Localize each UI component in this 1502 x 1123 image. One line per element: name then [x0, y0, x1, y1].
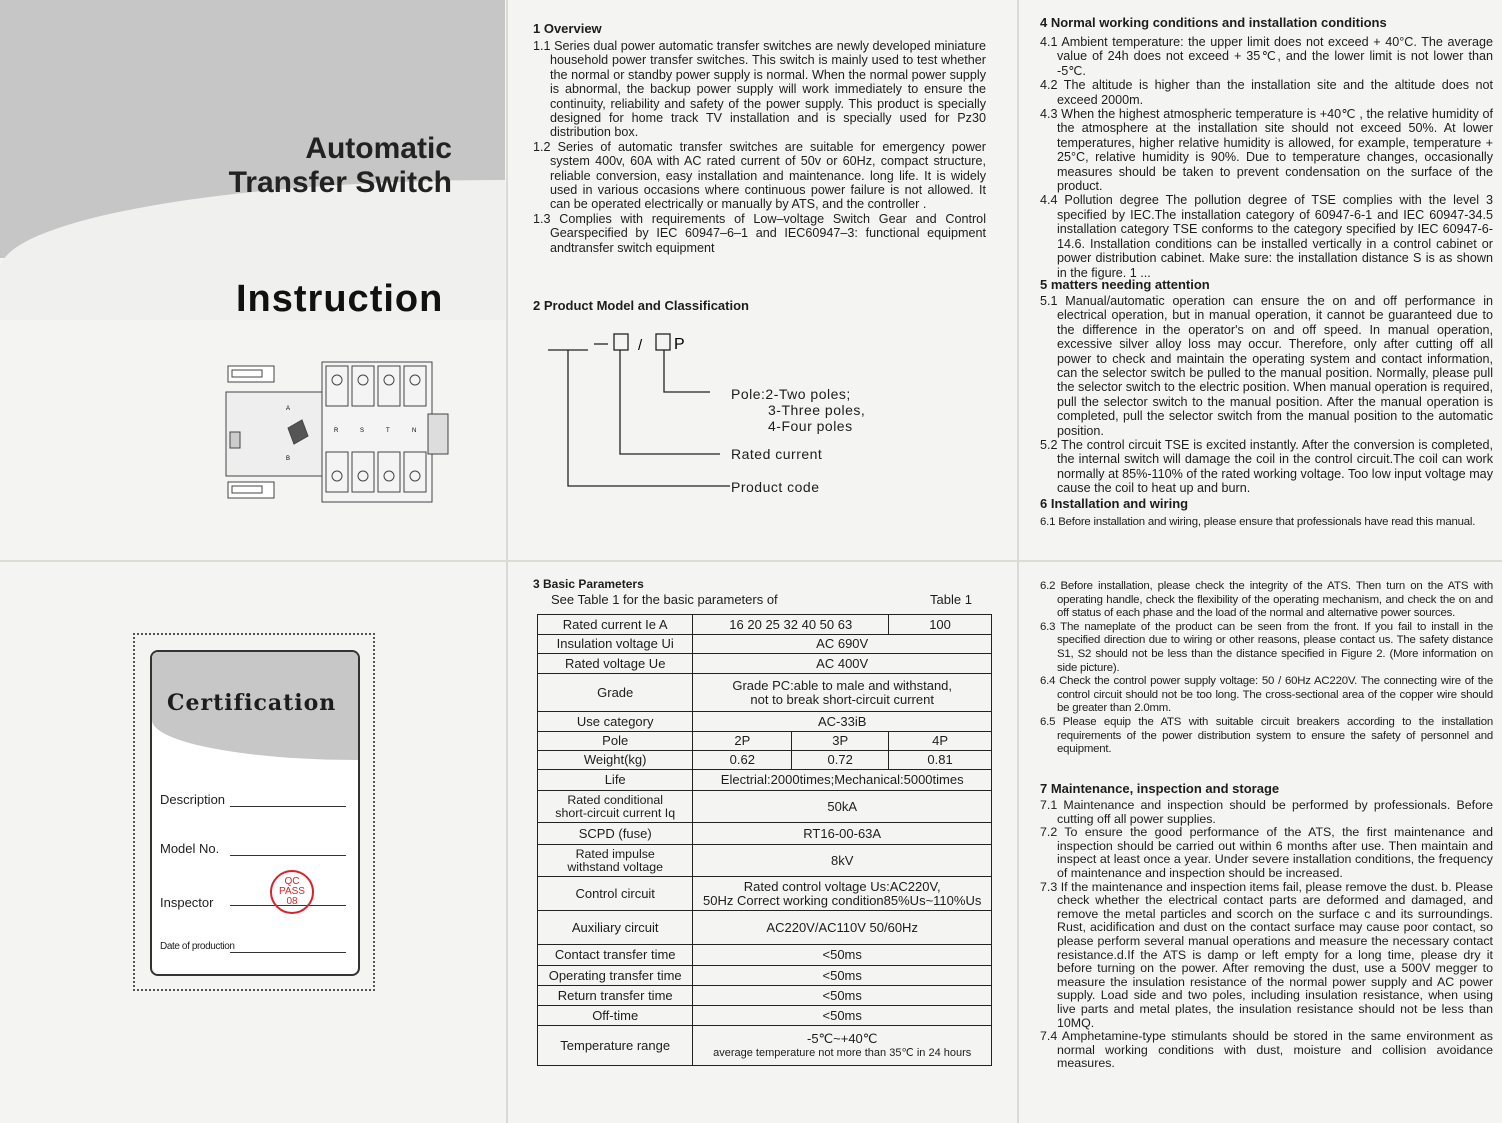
table-cell: 0.62 [693, 751, 792, 770]
table-cell: SCPD (fuse) [538, 823, 693, 845]
table-row [538, 877, 992, 911]
table-cell: AC220V/AC110V 50/60Hz [693, 911, 992, 945]
stamp-number: 08 [286, 896, 298, 907]
model-line [230, 855, 346, 856]
table-cell: RT16-00-63A [693, 823, 992, 845]
conditions-heading: 4 Normal working conditions and installation conditions [1040, 15, 1387, 30]
date-line [230, 952, 346, 953]
table-row [538, 986, 992, 1006]
table-cell: Operating transfer time [538, 966, 693, 986]
model-separator: / [638, 337, 643, 354]
impulse-line2: withstand voltage [567, 859, 664, 874]
overview-item: 1.1 Series dual power automatic transfer switches are newly developed miniature household power transfer switches. This switch is mainly used to test whether the normal or standby power supply is normal. When the normal power supply is abnormal, the backup power supply will work immediately to ensure the continuity, reliability and safety of the power supply. This product is specially designed for home track TV installation and is specially used for Pz30 distribution box. [533, 39, 986, 140]
params-intro: See Table 1 for the basic parameters of [551, 592, 778, 607]
table-cell: Weight(kg) [538, 751, 693, 770]
table-cell: Insulation voltage Ui [538, 635, 693, 654]
overview-heading: 1 Overview [533, 21, 602, 36]
temperature-note: average temperature not more than 35℃ in 24 hours [713, 1046, 972, 1059]
description-line [230, 806, 346, 807]
stamp-pass: PASS [279, 886, 305, 897]
table-row [538, 823, 992, 845]
params-heading: 3 Basic Parameters [533, 577, 644, 591]
installation-item: 6.5 Please equip the ATS with suitable circuit breakers according to the installation requirements of the power distribution system to ensure the safety of personnel and equipment. [1040, 715, 1493, 756]
conditions-item: 4.1 Ambient temperature: the upper limit does not exceed + 40°C. The average value of 24h does not exceed + 35℃, and the lower limit is not lower than -5℃. [1040, 35, 1493, 78]
grade-line2: not to break short-circuit current [750, 691, 934, 707]
table-cell: Rated current Ie A [538, 615, 693, 635]
date-label: Date of production [160, 941, 235, 952]
installation-heading: 6 Installation and wiring [1040, 496, 1189, 511]
short-circuit-line2: short-circuit current Iq [555, 805, 676, 820]
transfer-switch-illustration [222, 352, 452, 512]
stamp-qc: QC [284, 876, 300, 887]
conditions-item: 4.3 When the highest atmospheric temperature is +40℃ , the relative humidity of the atmosphere at the installation site should not exceed 50%. At lower temperatures, higher relative humidity is allowed, for example, temperature + 25°C, relative humidity is 90%. Due to temperature changes, occasionally measures should be taken to prevent condensation on the surface of the product. [1040, 107, 1493, 194]
installation-item: 6.4 Check the control power supply voltage: 50 / 60Hz AC220V. The connecting wire of the control circuit should not be too long. The cross-sectional area of the copper wire should be greater than 2.0mm. [1040, 675, 1493, 715]
installation-item: 6.3 The nameplate of the product can be seen from the front. If you fail to install in the specified direction due to wiring or other reasons, please contact us. The safety distance S1, S2 should not be less than the distance specified in Figure 2. (More information on side picture). [1040, 620, 1493, 674]
inspector-field [160, 895, 213, 910]
rated-current-label: Rated current [731, 446, 823, 462]
cover-title-line1: Automatic [305, 132, 452, 165]
phase-label-n: N [412, 428, 417, 434]
table-cell: Off-time [538, 1006, 693, 1026]
table-row [538, 791, 992, 823]
maintenance-body [1040, 799, 1493, 1071]
basic-parameters-table [537, 614, 992, 1066]
table-cell: Auxiliary circuit [538, 911, 693, 945]
overview-body [533, 39, 986, 255]
table-row [538, 751, 992, 770]
table-cell: Pole [538, 732, 693, 751]
table-row [538, 712, 992, 732]
attention-heading: 5 matters needing attention [1040, 277, 1210, 292]
table-cell [538, 791, 693, 823]
cover-title [229, 132, 452, 200]
cover-title-line2: Transfer Switch [228, 166, 452, 199]
overview-item: 1.2 Series of automatic transfer switches are suitable for emergency power system 400v, 60A with AC rated current of 50v or 60Hz, compact structure, reliable conversion, easy installation and maintenance. long life. It is widely used in various occasions where continuous power failure is not allowed. It can be operated electrically or manually by ATS, and the controller . [533, 139, 986, 212]
control-line2: 50Hz Correct working condition85%Us~110%Us [703, 892, 982, 908]
table-cell: Control circuit [538, 877, 693, 911]
table-cell [538, 845, 693, 877]
table-row [538, 732, 992, 751]
installation-item: 6.1 Before installation and wiring, please ensure that professionals have read this manual. [1040, 516, 1476, 528]
table-cell: <50ms [693, 1006, 992, 1026]
table-row [538, 1006, 992, 1026]
device-label-b: B [286, 456, 291, 462]
fold-line-horizontal [0, 560, 1502, 562]
table-cell: AC-33iB [693, 712, 992, 732]
maintenance-heading: 7 Maintenance, inspection and storage [1040, 781, 1280, 796]
installation-body-lower [1040, 580, 1493, 757]
table-row [538, 615, 992, 635]
table-cell: Temperature range [538, 1026, 693, 1066]
model-pole-suffix: P [674, 336, 685, 353]
certification-card [150, 650, 360, 976]
cover-subtitle: Instruction [236, 278, 444, 320]
table-row [538, 966, 992, 986]
table-cell: 8kV [693, 845, 992, 877]
table-cell: 4P [889, 732, 992, 751]
short-circuit-line1: Rated conditional [567, 792, 664, 807]
description-label: Description [160, 792, 226, 807]
installation-item: 6.2 Before installation, please check the integrity of the ATS. Then turn on the ATS with operating handle, check the flexibility of the operating mechanism, and check the on and off status of each phase and the load of the normal and alternative power sources. [1040, 580, 1493, 620]
table-cell: 0.81 [889, 751, 992, 770]
table-cell: Contact transfer time [538, 945, 693, 966]
maintenance-item: 7.1 Maintenance and inspection should be performed by professionals. Before cutting off all power supplies. [1040, 798, 1493, 826]
table-cell: 16 20 25 32 40 50 63 [693, 615, 889, 635]
table-cell: Life [538, 770, 693, 791]
overview-item: 1.3 Complies with requirements of Low–voltage Switch Gear and Control Gearspecified by IEC 60947–6–1 and IEC60947–3: functional equipment andtransfer switch equipment [533, 211, 986, 255]
table-row [538, 674, 992, 712]
table-cell: Return transfer time [538, 986, 693, 1006]
table-cell: Rated voltage Ue [538, 654, 693, 674]
pole-three: 3-Three poles, [768, 402, 866, 418]
control-line1: Rated control voltage Us:AC220V, [743, 878, 941, 894]
table-row [538, 945, 992, 966]
table-row [538, 770, 992, 791]
impulse-line1: Rated impulse [575, 846, 655, 861]
table-cell: AC 400V [693, 654, 992, 674]
maintenance-item: 7.3 If the maintenance and inspection items fail, please remove the dust. b. Please check whether the electrical contact parts are deformed and damaged, and remove the metal particles and scorch on the surface c and its surroundings. Rust, acidification and dust on the contact surface may cause poor contact, so please perform several manual operations and measure the necessary contact resistance.d.If the ATS is damp or left empty for a long time, please dry it before turning on the power. After removing the dust, use a 500V megger to measure the insulation resistance of the normal power supply and AC power supply. Load side and two poles, including insulation resistance, when using live parts and metal plates, the insulation resistance should not be less than 10MQ. [1040, 879, 1493, 1030]
table-label: Table 1 [930, 592, 972, 607]
table-cell: 0.72 [792, 751, 889, 770]
qc-pass-stamp [270, 870, 314, 914]
phase-label-r: R [334, 428, 339, 434]
table-cell: Electrial:2000times;Mechanical:5000times [693, 770, 992, 791]
model-label: Model No. [160, 841, 220, 856]
table-row [538, 654, 992, 674]
model-field [160, 841, 219, 856]
table-cell [693, 674, 992, 712]
pole-label: Pole:2-Two poles; [731, 386, 851, 402]
phase-label-t: T [386, 428, 390, 434]
installation-body-upper [1040, 516, 1493, 530]
table-cell: <50ms [693, 945, 992, 966]
table-row [538, 635, 992, 654]
conditions-item: 4.2 The altitude is higher than the installation site and the altitude does not exceed 2000m. [1040, 78, 1493, 107]
table-cell: 50kA [693, 791, 992, 823]
table-row [538, 1026, 992, 1066]
attention-item: 5.1 Manual/automatic operation can ensure the on and off performance in electrical operation, but in manual operation, it cannot be guaranteed due to the difference in the operator's on and off speed. In manual operation, excessive silver alloy loss may occur. Therefore, only after cutting off all power to check and maintain the operating system and contact information, can the selector switch be pulled to the manual position. Normally, please pull the selector switch to the electric position. When manual operation is required, pull the selector switch to the manual position. After the manual operation is completed, pull the selector switch from the manual position to the automatic position. [1040, 294, 1493, 438]
maintenance-item: 7.2 To ensure the good performance of the ATS, the first maintenance and inspection should be carried out within 6 months after use. Then maintain and inspect at least once a year. Under severe installation conditions, the frequency of maintenance and inspection should be increased. [1040, 825, 1493, 880]
attention-item: 5.2 The control circuit TSE is excited instantly. After the conversion is completed, the internal switch will damage the coil in the control circuit.The coil can work normally at 85%-110% of the rated working voltage. Too low input voltage may cause the coil to heat up and burn. [1040, 438, 1493, 496]
table-cell: <50ms [693, 986, 992, 1006]
table-cell [693, 877, 992, 911]
certification-title: Certification [167, 690, 337, 716]
temperature-range-value: -5℃~+40℃ [806, 1030, 878, 1046]
date-field [160, 941, 235, 952]
pole-description [731, 386, 865, 434]
table-cell: 2P [693, 732, 792, 751]
table-row [538, 845, 992, 877]
table-cell: Use category [538, 712, 693, 732]
table-cell: Grade [538, 674, 693, 712]
grade-line1: Grade PC:able to male and withstand, [732, 677, 953, 693]
attention-body [1040, 294, 1493, 496]
maintenance-item: 7.4 Amphetamine-type stimulants should be stored in the same environment as normal working conditions with dust, moisture and collision avoidance measures. [1040, 1029, 1493, 1071]
model-heading: 2 Product Model and Classification [533, 298, 749, 313]
phase-label-s: S [360, 428, 365, 434]
table-cell: AC 690V [693, 635, 992, 654]
description-field [160, 792, 225, 807]
pole-four: 4-Four poles [768, 418, 853, 434]
table-cell: <50ms [693, 966, 992, 986]
conditions-item: 4.4 Pollution degree The pollution degree of TSE complies with the level 3 specified by IEC.The installation category of 60947-6-1 and IEC 60947-34.5 installation category TSE conforms to the category specified by IEC 60947-6-14.6. Installation conditions can be installed vertically in a control cabinet or power distribution cabinet. Make sure: the installation distance S is as shown in the figure. 1 ... [1040, 193, 1493, 280]
table-cell: 3P [792, 732, 889, 751]
device-label-a: A [286, 406, 291, 412]
product-code-label: Product code [731, 479, 820, 495]
table-cell [693, 1026, 992, 1066]
table-row [538, 911, 992, 945]
inspector-label: Inspector [160, 895, 214, 910]
conditions-body [1040, 35, 1493, 280]
table-cell: 100 [889, 615, 992, 635]
